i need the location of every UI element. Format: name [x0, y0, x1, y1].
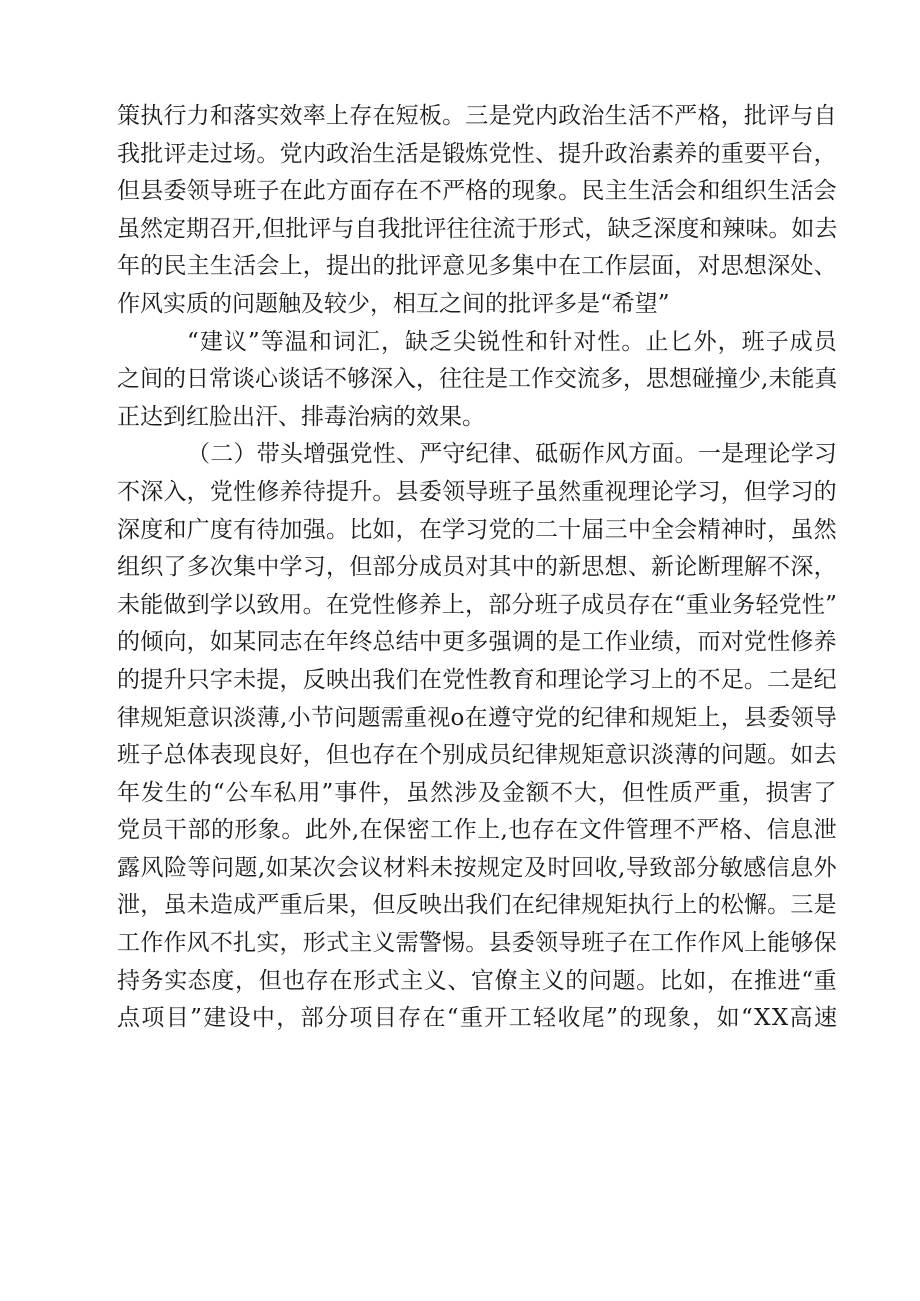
- text-line: 之 间 的 日 常 谈 心 谈 话 不 够 深 入 ， 往 往 是 工 作 交 流 多 ， 思 想 碰 撞 少 , 未 能 真: [117, 366, 838, 393]
- text-line: 持 务 实 态 度 ， 但 也 存 在 形 式 主 义 、 官 僚 主 义 的 问 题 。 比 如 ， 在 推 进 “ 重: [117, 967, 837, 994]
- text-line: 党 员 干 部 的 形 象 。 此 外 , 在 保 密 工 作 上 , 也 存 在 文 件 管 理 不 严 格 、 信 息 泄: [117, 817, 837, 844]
- text-line: 虽 然 定 期 召 开 , 但 批 评 与 自 我 批 评 往 往 流 于 形 式 ， 缺 乏 深 度 和 辣 味 。 如 去: [117, 215, 838, 242]
- text-line: 班 子 总 体 表 现 良 好 ， 但 也 存 在 个 别 成 员 纪 律 规 矩 意 识 淡 薄 的 问 题 。 如 去: [117, 742, 837, 769]
- document-body: [117, 98, 837, 1038]
- text-line: 的 提 升 只 字 未 提 ， 反 映 出 我 们 在 党 性 教 育 和 理 论 学 习 上 的 不 足 。 二 是 纪: [117, 666, 837, 693]
- text-line: 策 执 行 力 和 落 实 效 率 上 存 在 短 板 。 三 是 党 内 政 治 生 活 不 严 格 ， 批 评 与 自: [117, 103, 837, 129]
- text-line: 组 织 了 多 次 集 中 学 习 ， 但 部 分 成 员 对 其 中 的 新 思 想 、 新 论 断 理 解 不 深 ，: [117, 554, 837, 581]
- text-line: 泄 ， 虽 未 造 成 严 重 后 果 ， 但 反 映 出 我 们 在 纪 律 规 矩 执 行 上 的 松 懈 。 三 是: [117, 892, 837, 919]
- text-line: 年 发 生 的 “ 公 车 私 用 ” 事 件 ， 虽 然 涉 及 金 额 不 大 ， 但 性 质 严 重 ， 损 害 了: [117, 779, 837, 806]
- text-line: 的 倾 向 ， 如 某 同 志 在 年 终 总 结 中 更 多 强 调 的 是 工 作 业 绩 ， 而 对 党 性 修 养: [117, 629, 837, 656]
- text-line: 律 规 矩 意 识 淡 薄 , 小 节 问 题 需 重 视 o 在 遵 守 党 的 纪 律 和 规 矩 上 ， 县 委 领 导: [117, 704, 837, 731]
- text-line: 不 深 入 ， 党 性 修 养 待 提 升 。 县 委 领 导 班 子 虽 然 重 视 理 论 学 习 ， 但 学 习 的: [117, 478, 837, 505]
- text-line: 露 风 险 等 问 题 , 如 某 次 会 议 材 料 未 按 规 定 及 时 回 收 , 导 致 部 分 敏 感 信 息 外: [117, 854, 837, 881]
- text-line: 工 作 作 风 不 扎 实 ， 形 式 主 义 需 警 惕 。 县 委 领 导 班 子 在 工 作 作 风 上 能 够 保: [117, 930, 837, 957]
- text-line: 我 批 评 走 过 场 。 党 内 政 治 生 活 是 锻 炼 党 性 、 提 升 政 治 素 养 的 重 要 平 台 ，: [117, 140, 837, 167]
- text-line: “ 建 议 ” 等 温 和 词 汇 ， 缺 乏 尖 锐 性 和 针 对 性 。 止 匕 外 ， 班 子 成 员: [187, 328, 837, 355]
- text-line: 未 能 做 到 学 以 致 用 。 在 党 性 修 养 上 ， 部 分 班 子 成 员 存 在 “ 重 业 务 轻 党 性 ”: [117, 591, 837, 618]
- text-line: 年 的 民 主 生 活 会 上 ， 提 出 的 批 评 意 见 多 集 中 在 工 作 层 面 ， 对 思 想 深 处 、: [117, 253, 837, 280]
- text-line: （ 二 ） 带 头 增 强 党 性 、 严 守 纪 律 、 砥 砺 作 风 方 面 。 一 是 理 论 学 习: [187, 441, 837, 468]
- text-line: 正达到红脸出汗、排毒治病的效果。: [117, 403, 485, 430]
- text-line: 点 项 目 ” 建 设 中 ， 部 分 项 目 存 在 “ 重 开 工 轻 收 尾 ” 的 现 象 ， 如 “ X X 高 速: [117, 1005, 837, 1032]
- text-line: 作风实质的问题触及较少，相互之间的批评多是“希望”: [117, 290, 670, 317]
- text-line: 深 度 和 广 度 有 待 加 强 。 比 如 ， 在 学 习 党 的 二 十 届 三 中 全 会 精 神 时 ， 虽 然: [117, 516, 837, 543]
- paragraph: [117, 98, 837, 324]
- text-line: 但 县 委 领 导 班 子 在 此 方 面 存 在 不 严 格 的 现 象 。 民 主 生 活 会 和 组 织 生 活 会: [117, 178, 837, 205]
- paragraph: [117, 436, 837, 1038]
- paragraph: [117, 324, 837, 437]
